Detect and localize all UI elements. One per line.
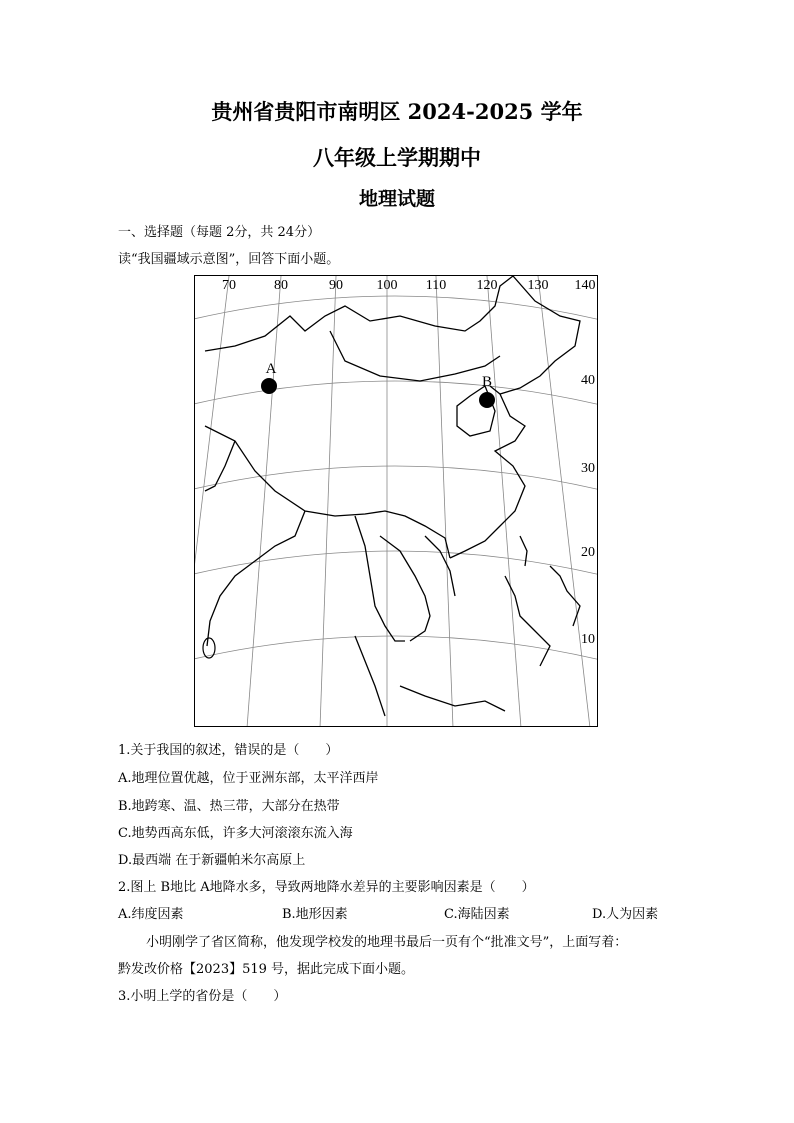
question-1-option-b: B.地跨寒、温、热三带，大部分在热带 xyxy=(118,799,340,814)
map-meridians xyxy=(195,276,590,727)
question-1-option-c: C.地势西高东低，许多大河滚滚东流入海 xyxy=(118,826,353,841)
latitude-label: 20 xyxy=(581,545,595,560)
section-heading: 一、选择题（每题 2分，共 24分） xyxy=(118,225,321,240)
longitude-label: 140 xyxy=(574,278,596,293)
point-b-marker xyxy=(479,392,495,408)
longitude-label: 110 xyxy=(425,278,447,293)
passage-line-1: 小明刚学了省区简称，他发现学校发的地理书最后一页有个“批准文号”，上面写着： xyxy=(146,935,628,950)
latitude-label: 40 xyxy=(581,373,595,388)
point-a-marker xyxy=(261,378,277,394)
map-graphic xyxy=(195,276,598,727)
question-1-option-d: D.最西端 在于新疆帕米尔高原上 xyxy=(118,853,306,868)
question-3-stem: 3.小明上学的省份是（ ） xyxy=(118,989,287,1004)
exam-title-line3: 地理试题 xyxy=(358,188,435,210)
latitude-label: 10 xyxy=(581,632,595,647)
longitude-label: 70 xyxy=(222,278,236,293)
question-1-option-a: A.地理位置优越，位于亚洲东部，太平洋西岸 xyxy=(118,771,379,786)
question-2-option-b: B.地形因素 xyxy=(282,907,348,922)
map-parallels xyxy=(195,296,598,661)
exam-title-line2: 八年级上学期期中 xyxy=(313,145,481,170)
longitude-label: 120 xyxy=(476,278,498,293)
question-2-stem: 2.图上 B地比 A地降水多，导致两地降水差异的主要影响因素是（ ） xyxy=(118,880,535,895)
question-1-stem: 1.关于我国的叙述，错误的是（ ） xyxy=(118,743,339,758)
longitude-label: 90 xyxy=(329,278,343,293)
exam-title-line1: 贵州省贵阳市南明区 2024-2025 学年 xyxy=(211,99,583,124)
longitude-label: 80 xyxy=(274,278,288,293)
section-intro: 读“我国疆域示意图”，回答下面小题。 xyxy=(118,252,340,267)
map-boundaries xyxy=(205,276,580,716)
china-territory-map xyxy=(194,275,598,727)
longitude-label: 130 xyxy=(527,278,549,293)
question-2-option-a: A.纬度因素 xyxy=(118,907,184,922)
point-a-label: A xyxy=(265,361,277,377)
latitude-label: 30 xyxy=(581,461,595,476)
question-2-option-c: C.海陆因素 xyxy=(444,907,510,922)
longitude-label: 100 xyxy=(376,278,398,293)
passage-line-2: 黔发改价格【2023】519 号，据此完成下面小题。 xyxy=(118,962,415,977)
question-2-option-d: D.人为因素 xyxy=(592,907,659,922)
point-b-label: B xyxy=(481,374,493,390)
island-shape xyxy=(203,638,215,658)
